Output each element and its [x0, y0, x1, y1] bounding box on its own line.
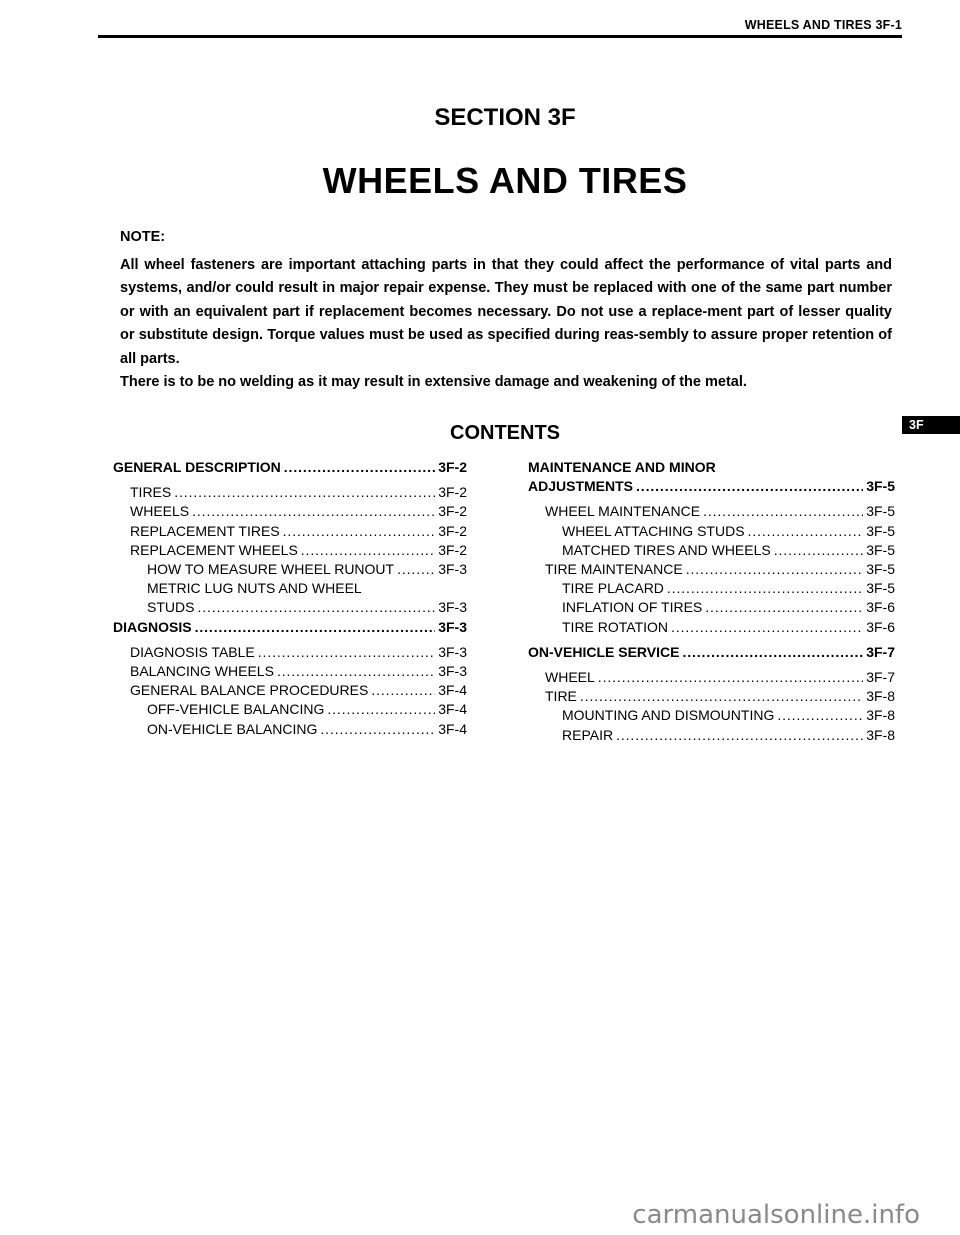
toc-entry-maintenance-minor[interactable]: MAINTENANCE AND MINOR — [528, 459, 716, 475]
header-rule — [98, 35, 902, 38]
toc-entry-measure-runout[interactable]: HOW TO MEASURE WHEEL RUNOUT . . . 3F-3 — [113, 560, 467, 579]
page-title: WHEELS AND TIRES — [322, 160, 688, 201]
toc-entry-on-vehicle-balancing[interactable]: ON-VEHICLE BALANCING . . . 3F-4 — [113, 720, 467, 739]
toc-entry-on-vehicle-service[interactable]: ON-VEHICLE SERVICE . . . 3F-7 — [528, 643, 895, 662]
toc-entry-wheel-attaching-studs[interactable]: WHEEL ATTACHING STUDS . . . 3F-5 — [528, 522, 895, 541]
note-body — [120, 254, 892, 394]
toc-entry-replacement-tires[interactable]: REPLACEMENT TIRES . . . 3F-2 — [113, 522, 467, 541]
watermark: carmanualsonline.info — [632, 1200, 920, 1230]
section-tab[interactable]: 3F — [902, 416, 960, 434]
running-header: WHEELS AND TIRES 3F-1 — [744, 18, 902, 32]
toc-left-column — [113, 458, 467, 739]
toc-entry-repair[interactable]: REPAIR . . . 3F-8 — [528, 726, 895, 745]
toc-entry-wheel-maintenance[interactable]: WHEEL MAINTENANCE . . . 3F-5 — [528, 502, 895, 521]
toc-entry-adjustments[interactable]: ADJUSTMENTS . . . 3F-5 — [528, 477, 895, 496]
toc-entry-diagnosis[interactable]: DIAGNOSIS . . . 3F-3 — [113, 618, 467, 637]
toc-entry-general-description[interactable]: GENERAL DESCRIPTION . . . 3F-2 — [113, 458, 467, 477]
toc-entry-wheel[interactable]: WHEEL . . . 3F-7 — [528, 668, 895, 687]
toc-entry-replacement-wheels[interactable]: REPLACEMENT WHEELS . . . 3F-2 — [113, 541, 467, 560]
contents-title: CONTENTS — [450, 422, 560, 444]
toc-entry-tire-maintenance[interactable]: TIRE MAINTENANCE . . . 3F-5 — [528, 560, 895, 579]
toc-entry-off-vehicle-balancing[interactable]: OFF-VEHICLE BALANCING . . . 3F-4 — [113, 700, 467, 719]
toc-entry-tire-rotation[interactable]: TIRE ROTATION . . . 3F-6 — [528, 618, 895, 637]
toc-entry-wheels[interactable]: WHEELS . . . 3F-2 — [113, 502, 467, 521]
toc-entry-studs[interactable]: STUDS . . . 3F-3 — [113, 598, 467, 617]
section-label: SECTION 3F — [434, 104, 576, 131]
note-heading: NOTE: — [120, 229, 166, 245]
toc-entry-general-balance[interactable]: GENERAL BALANCE PROCEDURES . . . 3F-4 — [113, 681, 467, 700]
toc-entry-matched-tires[interactable]: MATCHED TIRES AND WHEELS . . . 3F-5 — [528, 541, 895, 560]
toc-entry-inflation-of-tires[interactable]: INFLATION OF TIRES . . . 3F-6 — [528, 598, 895, 617]
toc-entry-diagnosis-table[interactable]: DIAGNOSIS TABLE . . . 3F-3 — [113, 643, 467, 662]
toc-entry-tire-placard[interactable]: TIRE PLACARD . . . 3F-5 — [528, 579, 895, 598]
note-welding: There is to be no welding as it may result in extensive damage and weakening of the metal. — [120, 374, 747, 391]
toc-entry-balancing-wheels[interactable]: BALANCING WHEELS . . . 3F-3 — [113, 662, 467, 681]
toc-entry-tires[interactable]: TIRES . . . 3F-2 — [113, 483, 467, 502]
toc-entry-tire[interactable]: TIRE . . . 3F-8 — [528, 687, 895, 706]
note-paragraph: All wheel fasteners are important attaching parts in that they could affect the performance of vital parts and systems, and/or could result in major repair expense. They must be replaced with one of the same part number or with an equivalent part if replacement becomes necessary. Do not use a replace-ment part of lesser quality or substitute design. Torque values must be used as specified during reas-sembly to assure proper retention of all parts. — [120, 257, 892, 367]
toc-entry-metric-lug-nuts[interactable]: METRIC LUG NUTS AND WHEEL — [147, 580, 362, 597]
toc-right-column — [528, 458, 895, 745]
toc-entry-mounting-dismounting[interactable]: MOUNTING AND DISMOUNTING . . . 3F-8 — [528, 706, 895, 725]
